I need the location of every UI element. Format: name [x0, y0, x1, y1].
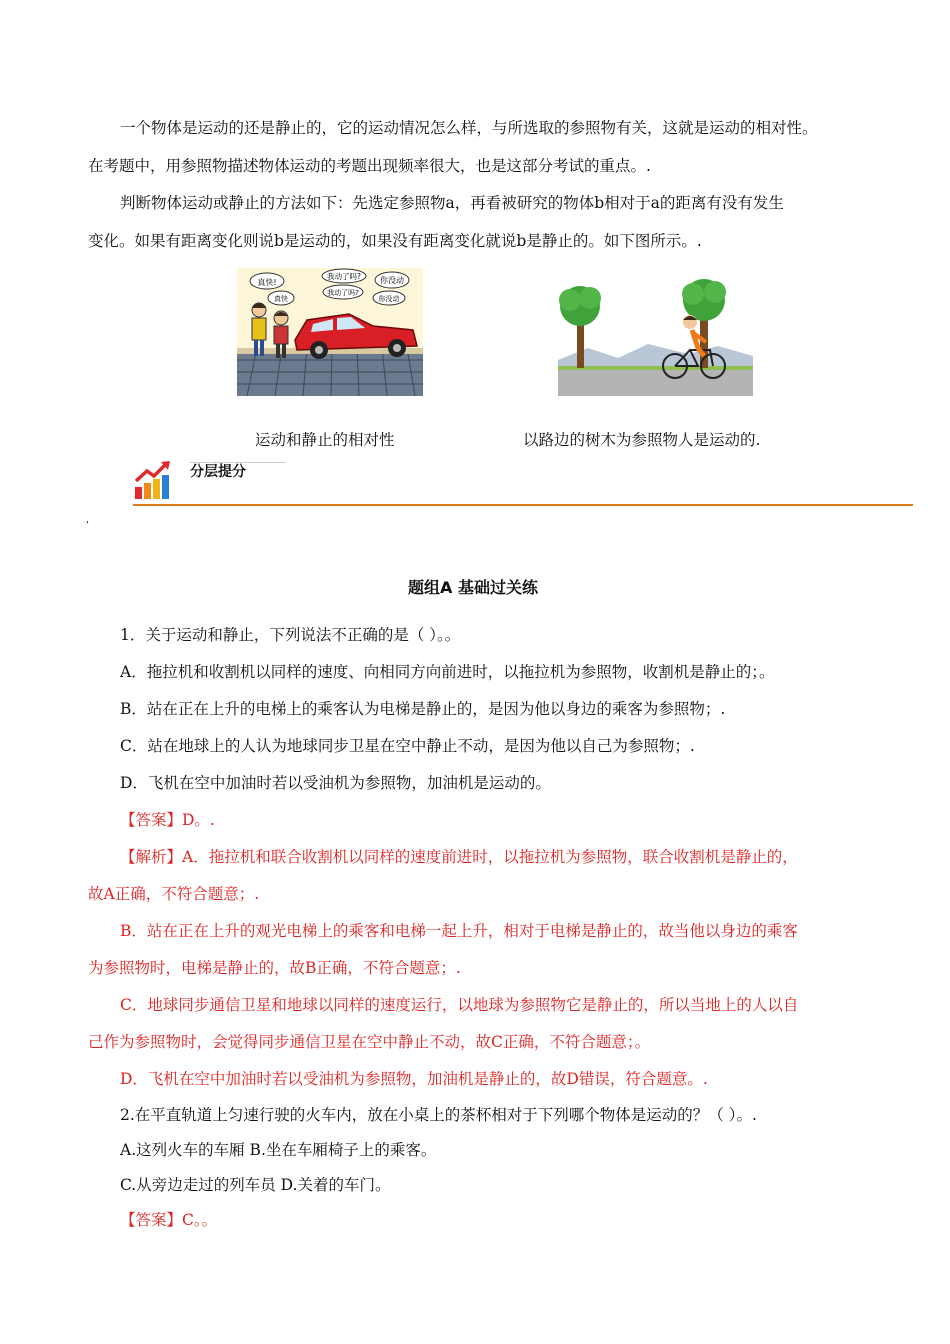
bubble-text-1: 真快! [257, 278, 277, 287]
q1-explanation-b-line-2: 为参照物时，电梯是静止的，故B正确，不符合题意；. [88, 959, 461, 977]
intro-paragraph-2-line-2: 变化。如果有距离变化则说b是运动的，如果没有距离变化就说b是静止的。如下图所示。. [88, 232, 702, 250]
section-title: 分层提分 [190, 464, 246, 480]
figure-tree-cyclist [558, 270, 753, 396]
figure-kids-car [237, 268, 423, 396]
q1-option-c: C．站在地球上的人认为地球同步卫星在空中静止不动，是因为他以自己为参照物；. [120, 737, 695, 755]
bubble-text-3: 你没动 [380, 276, 404, 285]
left-figure-caption: 运动和静止的相对性 [255, 431, 395, 449]
q1-explanation-b-line-1: B．站在正在上升的观光电梯上的乘客和电梯一起上升，相对于电梯是静止的，故当他以身边的乘客 [120, 922, 798, 940]
chart-growth-icon [133, 459, 173, 501]
intro-paragraph-2-line-1: 判断物体运动或静止的方法如下：先选定参照物a，再看被研究的物体b相对于a的距离有没有发生 [120, 194, 784, 212]
q1-answer: 【答案】D。. [120, 811, 215, 829]
bubble-text-4: 真快 [274, 295, 288, 303]
q1-option-d: D．飞机在空中加油时若以受油机为参照物，加油机是运动的。 [120, 774, 551, 792]
bubble-text-2: 我动了吗? [327, 272, 361, 281]
q2-options-cd: C.从旁边走过的列车员 D.关着的车门。 [120, 1176, 391, 1194]
intro-paragraph-1-line-1: 一个物体是运动的还是静止的，它的运动情况怎么样，与所选取的参照物有关，这就是运动的相对性。 [120, 119, 818, 137]
section-divider [133, 504, 913, 506]
stray-mark: , [86, 514, 90, 525]
q1-option-b: B．站在正在上升的电梯上的乘客认为电梯是静止的，是因为他以身边的乘客为参照物；. [120, 700, 726, 718]
q1-explanation-c-line-1: C．地球同步通信卫星和地球以同样的速度运行，以地球为参照物它是静止的，所以当地上的人以自 [120, 996, 799, 1014]
group-heading: 题组A 基础过关练 [408, 578, 538, 597]
q2-options-ab: A.这列火车的车厢 B.坐在车厢椅子上的乘客。 [120, 1141, 437, 1159]
q2-stem: 2.在平直轨道上匀速行驶的火车内，放在小桌上的茶杯相对于下列哪个物体是运动的？（ ）。. [120, 1106, 757, 1124]
intro-paragraph-1-line-2: 在考题中，用参照物描述物体运动的考题出现频率很大，也是这部分考试的重点。. [88, 157, 651, 175]
bubble-text-5: 我动了吗? [327, 289, 359, 297]
right-figure-caption: 以路边的树木为参照物人是运动的. [523, 431, 761, 449]
q1-explanation-d: D．飞机在空中加油时若以受油机为参照物，加油机是静止的，故D错误，符合题意。. [120, 1070, 708, 1088]
q1-explanation-c-line-2: 己作为参照物时，会觉得同步通信卫星在空中静止不动，故C正确，不符合题意；。 [88, 1033, 651, 1051]
bubble-text-6: 你没动 [378, 295, 400, 303]
q1-option-a: A．拖拉机和收割机以同样的速度、向相同方向前进时，以拖拉机为参照物，收割机是静止的；。 [120, 663, 775, 681]
q1-stem: 1．关于运动和静止，下列说法不正确的是（ ）。。 [120, 626, 461, 644]
q1-explanation-a-line-2: 故A正确，不符合题意；. [88, 885, 260, 903]
q1-explanation-a-line-1: 【解析】A．拖拉机和联合收割机以同样的速度前进时，以拖拉机为参照物，联合收割机是静止的， [120, 848, 798, 866]
section-title-underline [190, 462, 286, 463]
q2-answer: 【答案】C。。 [120, 1211, 218, 1229]
